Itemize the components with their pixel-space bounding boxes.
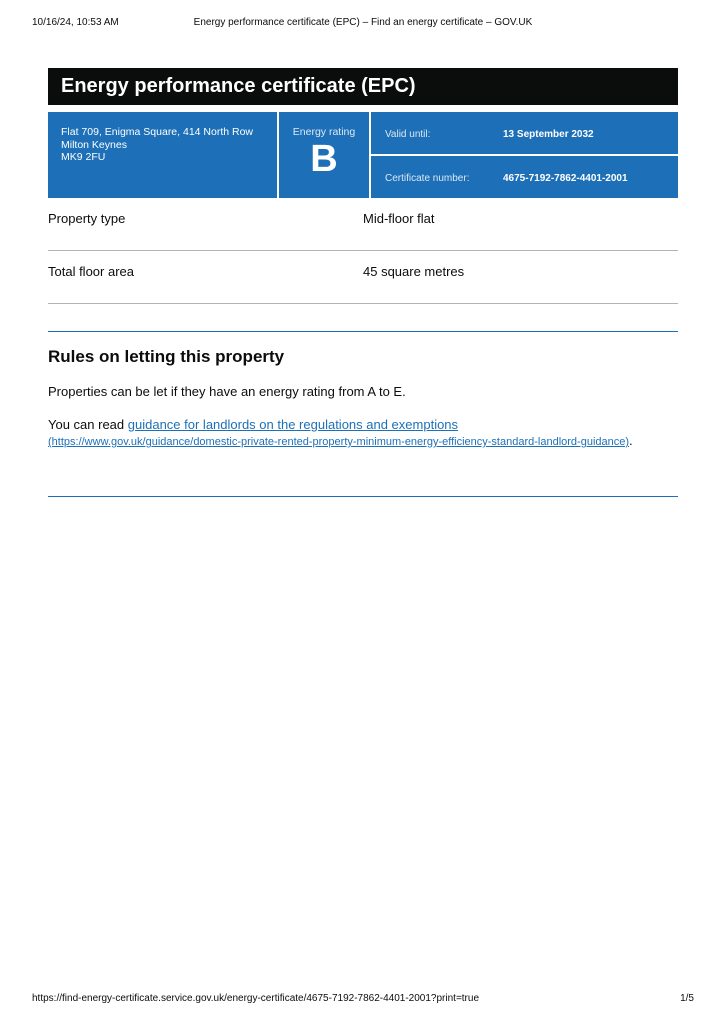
landlord-guidance-link[interactable]: guidance for landlords on the regulations and exemptions [127, 417, 459, 432]
valid-until-box [371, 112, 678, 154]
floor-area-value: 45 square metres [363, 264, 465, 279]
valid-until-label: Valid until: [385, 129, 431, 140]
epc-title: Energy performance certificate (EPC) [48, 68, 678, 105]
certificate-number-value: 4675-7192-7862-4401-2001 [503, 173, 628, 184]
certificate-content [48, 68, 678, 448]
print-page-title: Energy performance certificate (EPC) – Find an energy certificate – GOV.UK [193, 17, 533, 28]
property-type-value: Mid-floor flat [363, 211, 435, 226]
guidance-prefix: You can read [48, 417, 128, 432]
print-footer [32, 993, 694, 1007]
print-datetime: 10/16/24, 10:53 AM [32, 17, 119, 28]
section-divider-top [48, 331, 678, 332]
section-divider-bottom [48, 496, 678, 497]
guidance-suffix: . [629, 433, 633, 448]
landlord-guidance-url[interactable]: (https://www.gov.uk/guidance/domestic-private-rented-property-minimum-energy-efficiency-standard-landlord-guidance) [48, 436, 630, 448]
print-page-number: 1/5 [680, 993, 694, 1004]
certificate-number-box [371, 156, 678, 198]
certificate-number-label: Certificate number: [385, 173, 470, 184]
print-url: https://find-energy-certificate.service.gov.uk/energy-certificate/4675-7192-7862-4401-2001?print=true [32, 993, 480, 1004]
detail-row-property-type [48, 198, 678, 251]
epc-summary [48, 112, 678, 198]
print-header [32, 17, 694, 31]
energy-rating-label: Energy rating [292, 126, 356, 138]
floor-area-label: Total floor area [48, 264, 134, 279]
address-line-1: Flat 709, Enigma Square, 414 North Row [61, 126, 254, 138]
address-line-2: Milton Keynes [61, 138, 127, 151]
detail-row-floor-area [48, 251, 678, 304]
rules-paragraph-guidance [48, 417, 678, 450]
rules-paragraph-rating: Properties can be let if they have an energy rating from A to E. [48, 384, 406, 399]
address-postcode: MK9 2FU [61, 151, 106, 163]
property-type-label: Property type [48, 211, 126, 226]
energy-rating-box [279, 112, 369, 198]
energy-rating-letter: B [310, 138, 338, 180]
valid-until-value: 13 September 2032 [503, 129, 594, 140]
rules-heading: Rules on letting this property [48, 347, 285, 366]
property-address [48, 112, 277, 198]
